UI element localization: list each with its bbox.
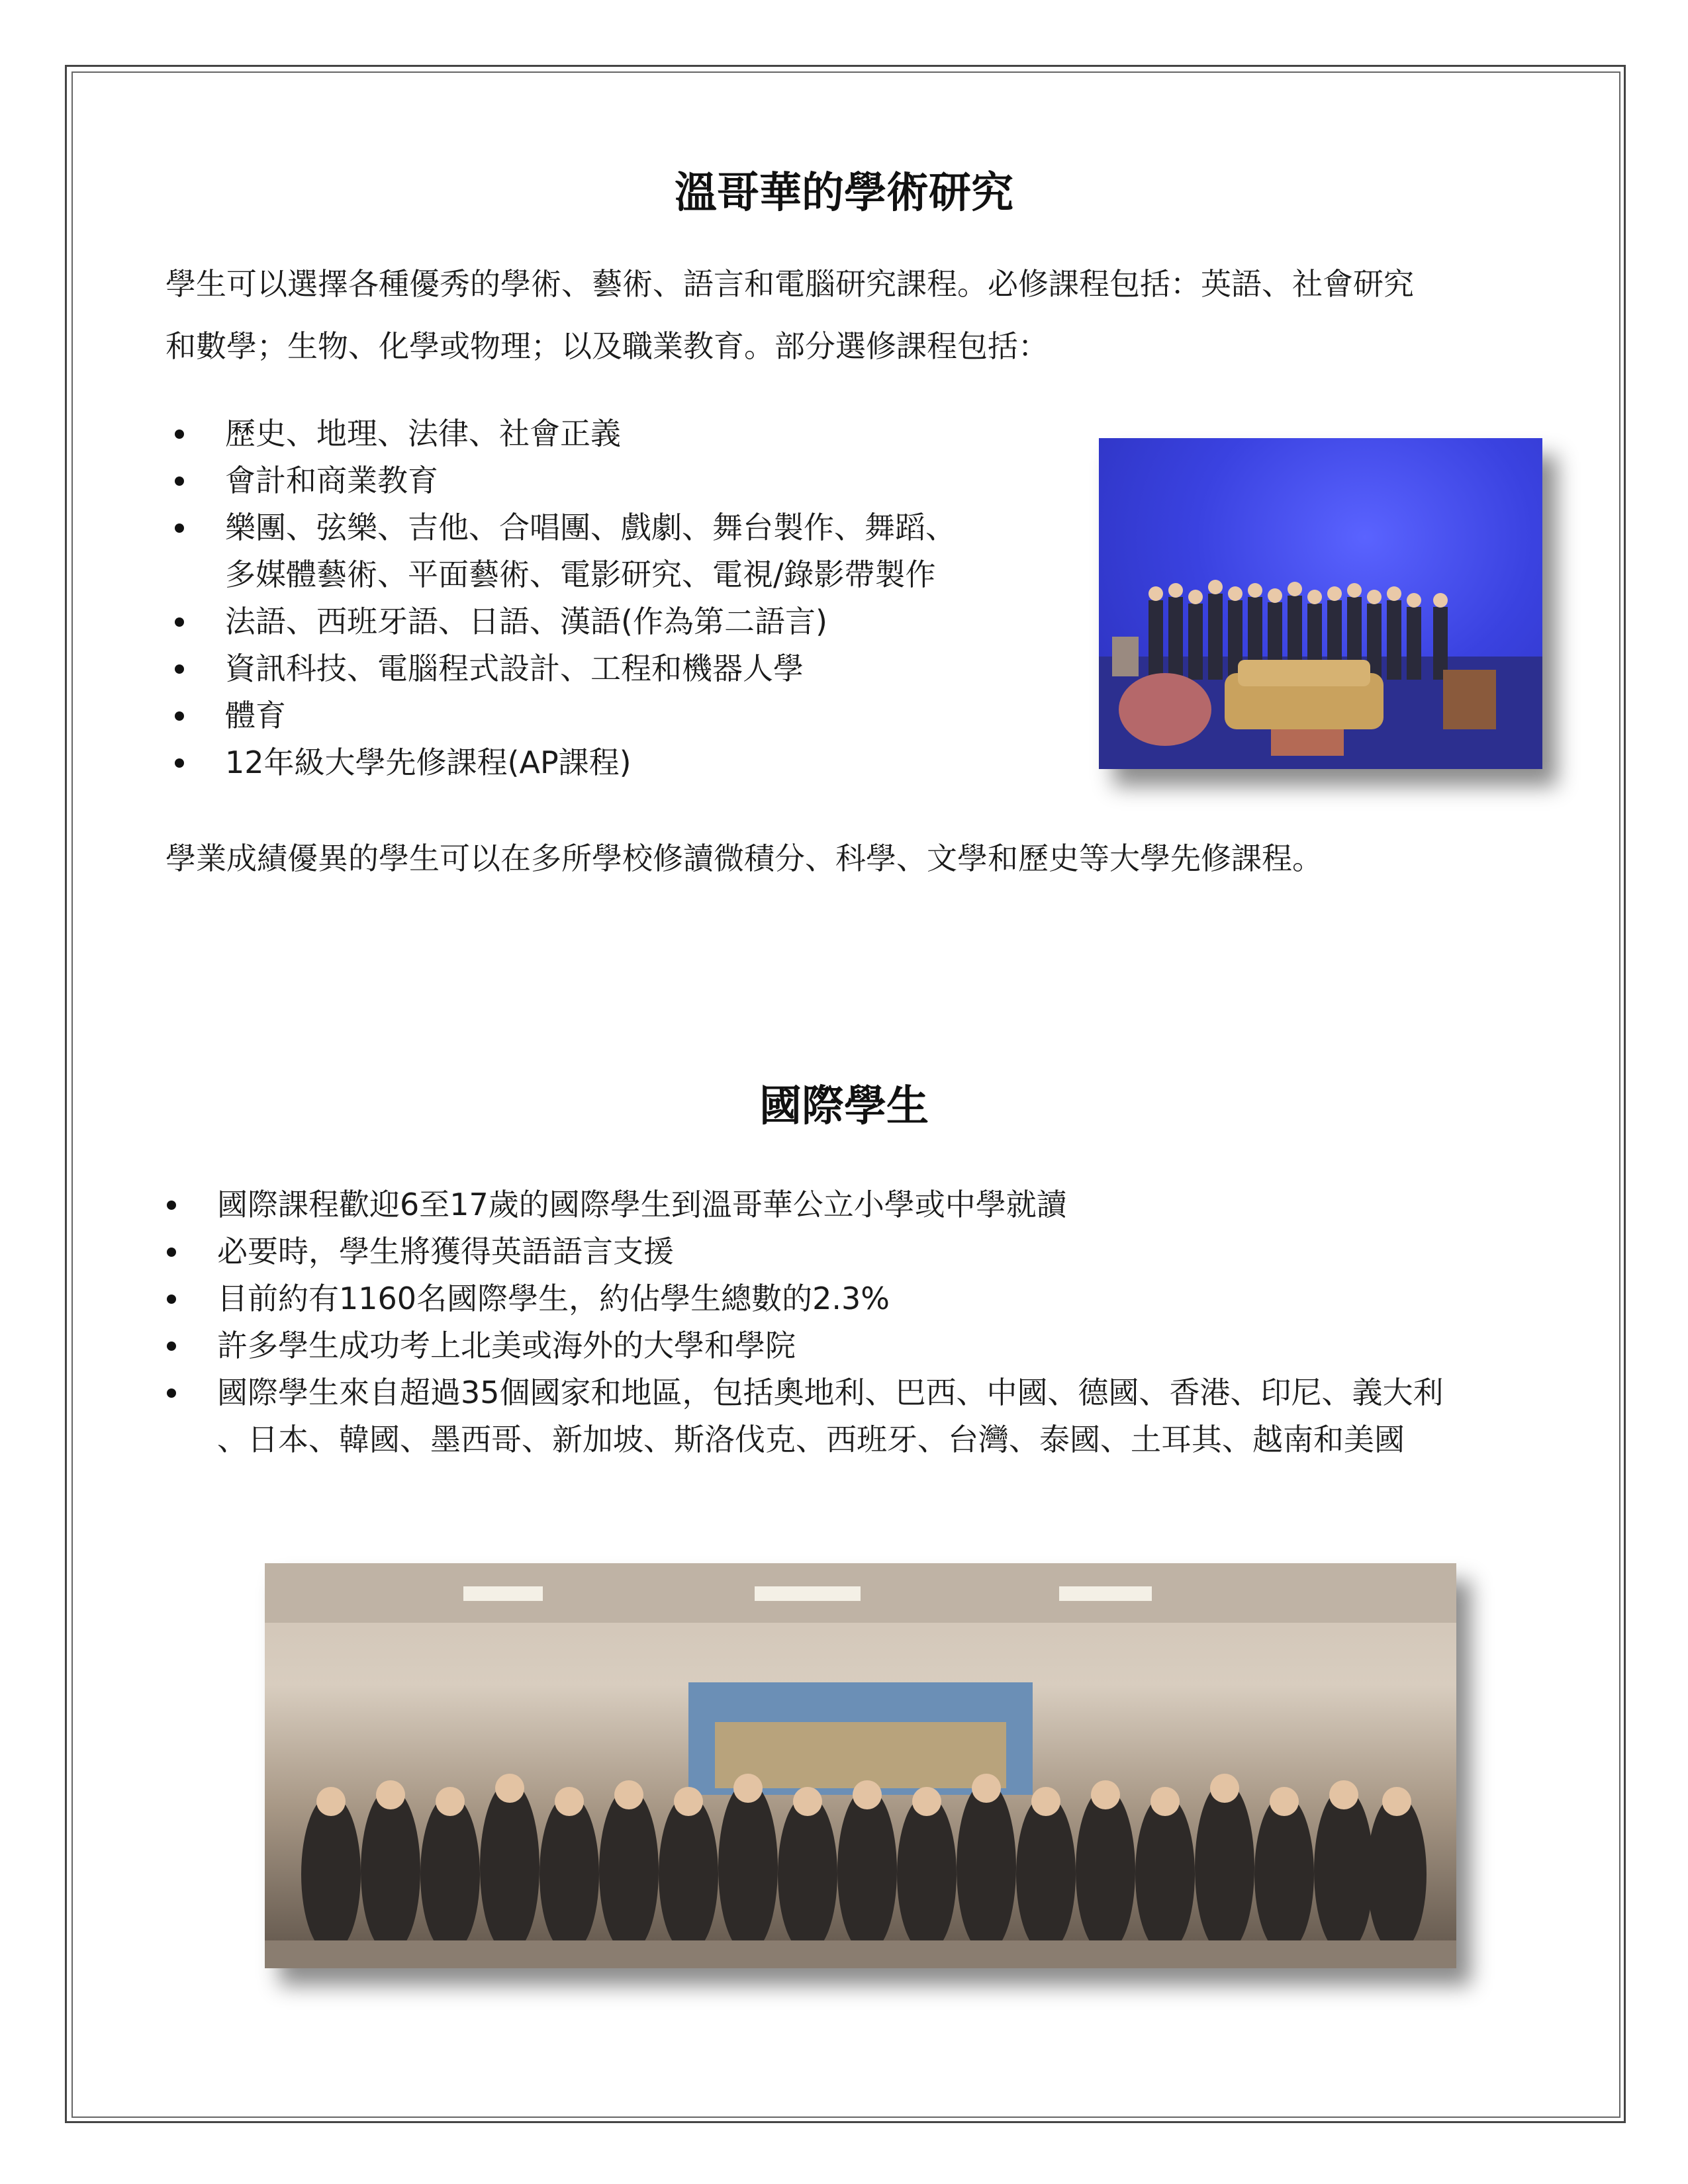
bullet-icon	[175, 523, 184, 533]
intro-line-2: 和數學；生物、化學或物理；以及職業教育。部分選修課程包括：	[165, 328, 1049, 364]
list-item: 會計和商業教育	[225, 457, 1059, 504]
list-item: 12年級大學先修課程(AP課程)	[225, 739, 1059, 786]
list-item: 許多學生成功考上北美或海外的大學和學院	[217, 1322, 1554, 1369]
bullet-icon	[175, 711, 184, 721]
bullet-icon	[175, 430, 184, 439]
theatre-stage-photo	[1099, 438, 1542, 769]
list-item: 國際學生來自超過35個國家和地區，包括奧地利、巴西、中國、德國、香港、印尼、義大利	[217, 1369, 1554, 1416]
list-item: 體育	[225, 692, 1059, 739]
bullet-icon	[167, 1388, 176, 1398]
bullet-icon	[175, 758, 184, 768]
section-title-academics: 溫哥華的學術研究	[675, 169, 1013, 218]
bullet-icon	[167, 1342, 176, 1351]
bullet-icon	[167, 1201, 176, 1210]
bullet-icon	[175, 477, 184, 486]
bullet-icon	[167, 1248, 176, 1257]
electives-list	[225, 410, 1059, 786]
section-title-international: 國際學生	[759, 1082, 929, 1131]
list-item: 樂團、弦樂、吉他、合唱團、戲劇、舞台製作、舞蹈、	[225, 504, 1059, 551]
list-item: 歷史、地理、法律、社會正義	[225, 410, 1059, 457]
intro-line-1: 學生可以選擇各種優秀的學術、藝術、語言和電腦研究課程。必修課程包括：英語、社會研究	[165, 266, 1414, 302]
list-item: 法語、西班牙語、日語、漢語(作為第二語言)	[225, 598, 1059, 645]
bullet-icon	[175, 664, 184, 674]
list-item-continuation: 、日本、韓國、墨西哥、新加坡、斯洛伐克、西班牙、台灣、泰國、土耳其、越南和美國	[217, 1422, 1405, 1457]
list-item-continuation: 多媒體藝術、平面藝術、電影研究、電視/錄影帶製作	[225, 557, 936, 592]
bullet-icon	[175, 617, 184, 627]
list-item: 資訊科技、電腦程式設計、工程和機器人學	[225, 645, 1059, 692]
outro-text: 學業成績優異的學生可以在多所學校修讀微積分、科學、文學和歷史等大學先修課程。	[165, 841, 1323, 876]
bullet-icon	[167, 1295, 176, 1304]
list-item: 必要時，學生將獲得英語語言支援	[217, 1228, 1554, 1275]
international-students-group-photo	[265, 1563, 1456, 1968]
list-item: 目前約有1160名國際學生，約佔學生總數的2.3%	[217, 1275, 1554, 1322]
list-item: 國際課程歡迎6至17歲的國際學生到溫哥華公立小學或中學就讀	[217, 1181, 1554, 1228]
international-list	[217, 1181, 1554, 1463]
